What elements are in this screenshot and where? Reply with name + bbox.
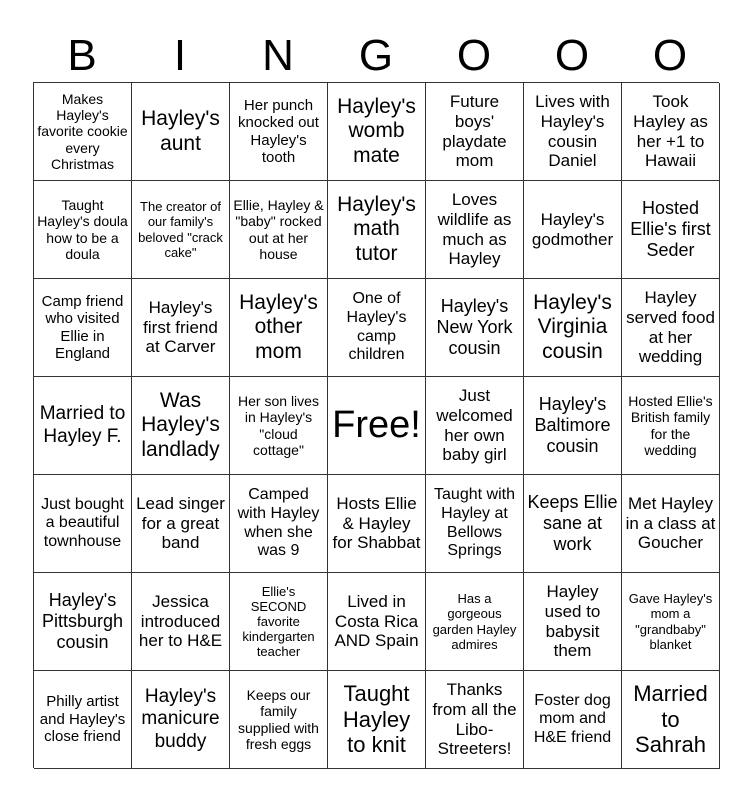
square-text: Lives with Hayley's cousin Daniel [535, 92, 610, 171]
bingo-square[interactable] [328, 181, 426, 279]
square-text: Took Hayley as her +1 to Hawaii [633, 92, 708, 171]
bingo-square[interactable] [622, 83, 720, 181]
square-text: Hayley served food at her wedding [626, 288, 715, 367]
bingo-square[interactable] [230, 279, 328, 377]
bingo-square[interactable] [34, 377, 132, 475]
square-text: Loves wildlife as much as Hayley [437, 190, 512, 269]
square-text: One of Hayley's camp children [346, 290, 407, 364]
bingo-square[interactable] [34, 475, 132, 573]
header-letter-3: N [262, 31, 294, 80]
square-text: Met Hayley in a class at Goucher [625, 493, 716, 553]
square-text: The creator of our family's beloved "crack cake" [138, 199, 223, 260]
bingo-square[interactable] [230, 573, 328, 671]
bingo-square[interactable] [622, 279, 720, 377]
bingo-square[interactable] [622, 671, 720, 769]
square-text: Taught Hayley to knit [342, 681, 411, 758]
bingo-square[interactable] [524, 279, 622, 377]
bingo-square[interactable] [34, 279, 132, 377]
bingo-square[interactable] [328, 279, 426, 377]
square-text: Hayley's other mom [239, 290, 318, 363]
square-text: Keeps our family supplied with fresh eggs [238, 687, 319, 752]
bingo-square[interactable] [132, 475, 230, 573]
square-text: Hayley's womb mate [337, 94, 416, 167]
bingo-square[interactable] [622, 377, 720, 475]
bingo-square[interactable] [524, 671, 622, 769]
bingo-square[interactable] [524, 475, 622, 573]
square-text: Ellie, Hayley & "baby" rocked out at her house [233, 197, 324, 262]
square-text: Ellie's SECOND favorite kindergarten teacher [242, 583, 315, 660]
bingo-square[interactable] [34, 671, 132, 769]
bingo-square[interactable] [132, 671, 230, 769]
bingo-square[interactable] [524, 377, 622, 475]
square-text: Camped with Hayley when she was 9 [237, 486, 320, 560]
square-text: Thanks from all the Libo-Streeters! [432, 680, 517, 759]
square-text: Foster dog mom and H&E friend [533, 691, 612, 746]
free-square[interactable] [328, 377, 426, 475]
bingo-square[interactable] [426, 573, 524, 671]
bingo-square[interactable] [132, 83, 230, 181]
bingo-square[interactable] [328, 573, 426, 671]
bingo-square[interactable] [328, 475, 426, 573]
bingo-square[interactable] [426, 181, 524, 279]
square-text: Gave Hayley's mom a "grandbaby" blanket [628, 591, 713, 652]
bingo-square[interactable] [622, 475, 720, 573]
square-text: Has a gorgeous garden Hayley admires [432, 591, 517, 652]
square-text: Hayley used to babysit them [544, 582, 601, 661]
bingo-square[interactable] [230, 181, 328, 279]
square-text: Makes Hayley's favorite cookie every Christmas [37, 90, 128, 172]
bingo-square[interactable] [524, 83, 622, 181]
square-text: Her punch knocked out Hayley's tooth [238, 96, 319, 166]
bingo-square[interactable] [34, 181, 132, 279]
square-text: Taught Hayley's doula how to be a doula [37, 197, 128, 262]
bingo-square[interactable] [426, 475, 524, 573]
bingo-square[interactable] [132, 573, 230, 671]
square-text: Hosted Ellie's first Seder [630, 198, 711, 260]
bingo-square[interactable] [34, 573, 132, 671]
square-text: Keeps Ellie sane at work [527, 492, 618, 554]
square-text: Hayley's godmother [531, 209, 614, 249]
bingo-square[interactable] [132, 181, 230, 279]
bingo-square[interactable] [622, 573, 720, 671]
header-letter-5: O [456, 31, 492, 80]
header-letter-6: O [554, 31, 590, 80]
square-text: Hayley's first friend at Carver [143, 297, 218, 357]
square-text: Just bought a beautiful townhouse [41, 495, 124, 550]
square-text: Jessica introduced her to H&E [138, 591, 223, 651]
square-text: Her son lives in Hayley's "cloud cottage" [238, 393, 319, 458]
bingo-square[interactable] [328, 671, 426, 769]
bingo-square[interactable] [426, 83, 524, 181]
bingo-square[interactable] [230, 377, 328, 475]
square-text: Hosts Ellie & Hayley for Shabbat [332, 493, 421, 553]
square-text: Married to Sahrah [633, 681, 708, 758]
square-text: Lived in Costa Rica AND Spain [334, 591, 419, 651]
bingo-board [33, 82, 719, 768]
bingo-square[interactable] [524, 181, 622, 279]
square-text: Hayley's manicure buddy [141, 686, 220, 752]
square-text: Just welcomed her own baby girl [436, 386, 513, 465]
bingo-square[interactable] [426, 279, 524, 377]
bingo-square[interactable] [230, 83, 328, 181]
bingo-square[interactable] [132, 279, 230, 377]
square-text: Camp friend who visited Ellie in England [41, 292, 124, 362]
square-text: Hayley's Baltimore cousin [534, 394, 611, 456]
bingo-square[interactable] [328, 83, 426, 181]
bingo-square[interactable] [132, 377, 230, 475]
square-text: Hayley's Pittsburgh cousin [41, 590, 124, 652]
bingo-square[interactable] [622, 181, 720, 279]
square-text: Lead singer for a great band [136, 493, 225, 553]
header-letter-4: G [358, 31, 394, 80]
square-text: Hayley's New York cousin [436, 296, 513, 358]
header-letter-7: O [652, 31, 688, 80]
square-text: Was Hayley's landlady [141, 388, 220, 461]
square-text: Hayley's Virginia cousin [533, 290, 612, 363]
square-text: Hosted Ellie's British family for the wedding [628, 393, 713, 458]
header-letter-1: B [67, 31, 97, 80]
square-text: Hayley's aunt [141, 107, 220, 155]
bingo-square[interactable] [426, 671, 524, 769]
bingo-square[interactable] [230, 671, 328, 769]
bingo-square[interactable] [34, 83, 132, 181]
square-text: Philly artist and Hayley's close friend [39, 693, 126, 746]
bingo-header [33, 30, 719, 82]
free-square-text: Free! [332, 404, 421, 447]
square-text: Hayley's math tutor [337, 192, 416, 265]
bingo-square[interactable] [524, 573, 622, 671]
bingo-square[interactable] [230, 475, 328, 573]
square-text: Married to Hayley F. [39, 403, 126, 447]
square-text: Future boys' playdate mom [442, 92, 507, 171]
bingo-square[interactable] [426, 377, 524, 475]
header-letter-2: I [173, 31, 187, 80]
square-text: Taught with Hayley at Bellows Springs [434, 486, 515, 560]
